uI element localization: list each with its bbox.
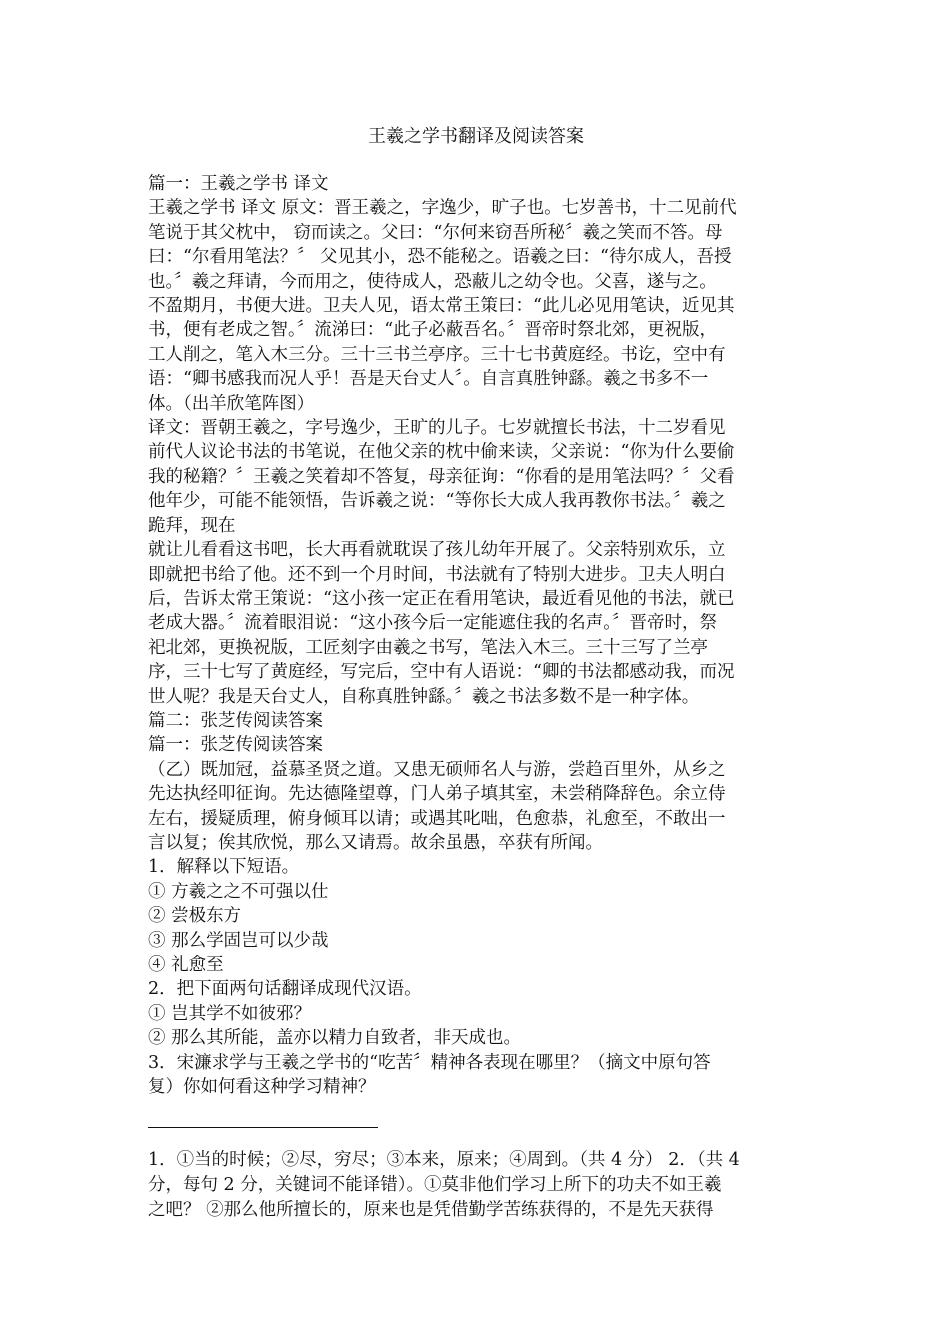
text-line: 篇二：张芝传阅读答案 xyxy=(148,710,323,731)
answer-line: 分，每句 2 分，关键词不能译错）。①莫非他们学习上所下的功夫不如王羲 xyxy=(148,1175,722,1195)
text-line: 体。（出羊欣笔阵图） xyxy=(148,393,315,414)
text-line: 1．解释以下短语。 xyxy=(148,857,300,878)
text-line: ① 方羲之之不可强以仕 xyxy=(148,881,329,902)
text-line: 也。〞羲之拜请，今而用之，使待成人，恐蔽儿之幼令也。父喜，遂与之。 xyxy=(148,271,717,292)
answer-text xyxy=(148,1148,804,1223)
text-line: ③ 那么学固岂可以少哉 xyxy=(148,930,329,951)
footnote-divider xyxy=(148,1127,378,1128)
text-line: 世人呢？我是天台丈人，自称真胜钟繇。〞羲之书法多数不是一种字体。 xyxy=(148,686,700,707)
text-line: 即就把书给了他。还不到一个月时间，书法就有了特别大进步。卫夫人明白 xyxy=(148,564,726,585)
text-line: 语：“卿书感我而况人乎！吾是天台丈人〞。自言真胜钟繇。羲之书多不一 xyxy=(148,369,709,390)
text-line: 他年少，可能不能领悟，告诉羲之说：“等你长大成人我再教你书法。〞羲之 xyxy=(148,491,726,512)
text-line: 王羲之学书 译文 原文：晋王羲之，字逸少，旷子也。七岁善书，十二见前代 xyxy=(148,198,737,219)
document-body xyxy=(148,172,804,1099)
text-line: 前代人议论书法的书笔说，在他父亲的枕中偷来读，父亲说：“你为什么要偷 xyxy=(148,442,735,463)
text-line: 祀北郊，更换祝版，工匠刻字由羲之书写，笔法入木三。三十三写了兰亭 xyxy=(148,637,708,658)
answer-line: 1．①当的时候；②尽，穷尽；③本来，原来；④周到。（共 4 分） 2．（共 4 xyxy=(148,1150,740,1170)
text-line: 书，便有老成之智。〞流涕曰：“此子必蔽吾名。〞晋帝时祭北郊，更祝版， xyxy=(148,320,717,341)
text-line: ② 那么其所能，盖亦以精力自致者，非天成也。 xyxy=(148,1028,522,1049)
text-line: 老成大器。〞流着眼泪说：“这小孩今后一定能遮住我的名声。〞晋帝时，祭 xyxy=(148,613,717,634)
text-line: ④ 礼愈至 xyxy=(148,955,224,975)
text-line: 跪拜，现在 xyxy=(148,515,236,536)
answer-section xyxy=(148,1127,804,1223)
text-line: 3．宋濂求学与王羲之学书的“吃苦〞精神各表现在哪里？（摘文中原句答 xyxy=(148,1052,711,1073)
answer-line: 之吧？ ②那么他所擅长的，原来也是凭借勤学苦练获得的，不是先天获得 xyxy=(148,1200,714,1220)
text-line: 笔说于其父枕中， 窃而读之。父曰：“尔何来窃吾所秘〞羲之笑而不答。母 xyxy=(148,222,723,243)
text-line: 左右，援疑质理，俯身倾耳以请；或遇其叱咄，色愈恭，礼愈至，不敢出一 xyxy=(148,808,726,829)
text-line: 序，三十七写了黄庭经，写完后，空中有人语说：“卿的书法都感动我，而况 xyxy=(148,662,735,683)
text-line: 就让儿看看这书吧，长大再看就耽误了孩儿幼年开展了。父亲特别欢乐，立 xyxy=(148,540,726,561)
text-line: 后，告诉太常王策说：“这小孩一定正在看用笔诀，最近看见他的书法，就已 xyxy=(148,588,735,609)
text-line: 言以复；俟其欣悦，那么又请焉。故余虽愚，卒获有所闻。 xyxy=(148,832,603,853)
text-line: 篇一：张芝传阅读答案 xyxy=(148,735,323,756)
text-line: ② 尝极东方 xyxy=(148,906,242,927)
text-line: 复）你如何看这种学习精神？ xyxy=(148,1077,376,1098)
text-line: 我的秘籍？〞王羲之笑着却不答复，母亲征询：“你看的是用笔法吗？〞父看 xyxy=(148,466,735,487)
text-line: 2．把下面两句话翻译成现代汉语。 xyxy=(148,979,422,1000)
text-line: （乙）既加冠，益慕圣贤之道。又患无硕师名人与游，尝趋百里外，从乡之 xyxy=(148,759,726,780)
document-title: 王羲之学书翻译及阅读答案 xyxy=(368,126,584,147)
text-line: ① 岂其学不如彼邪？ xyxy=(148,1003,312,1024)
text-line: 曰：“尔看用笔法？〞 父见其小，恐不能秘之。语羲之曰：“待尔成人，吾授 xyxy=(148,247,732,268)
text-line: 不盈期月，书便大进。卫夫人见，语太常王策曰：“此儿必见用笔诀，近见其 xyxy=(148,296,735,317)
text-line: 篇一：王羲之学书 译文 xyxy=(148,174,329,194)
text-line: 先达执经叩征询。先达德隆望尊，门人弟子填其室，未尝稍降辞色。余立侍 xyxy=(148,784,726,805)
text-line: 工人削之，笔入木三分。三十三书兰亭序。三十七书黄庭经。书讫，空中有 xyxy=(148,344,726,365)
text-line: 译文：晋朝王羲之，字号逸少，王旷的儿子。七岁就擅长书法，十二岁看见 xyxy=(148,418,726,439)
